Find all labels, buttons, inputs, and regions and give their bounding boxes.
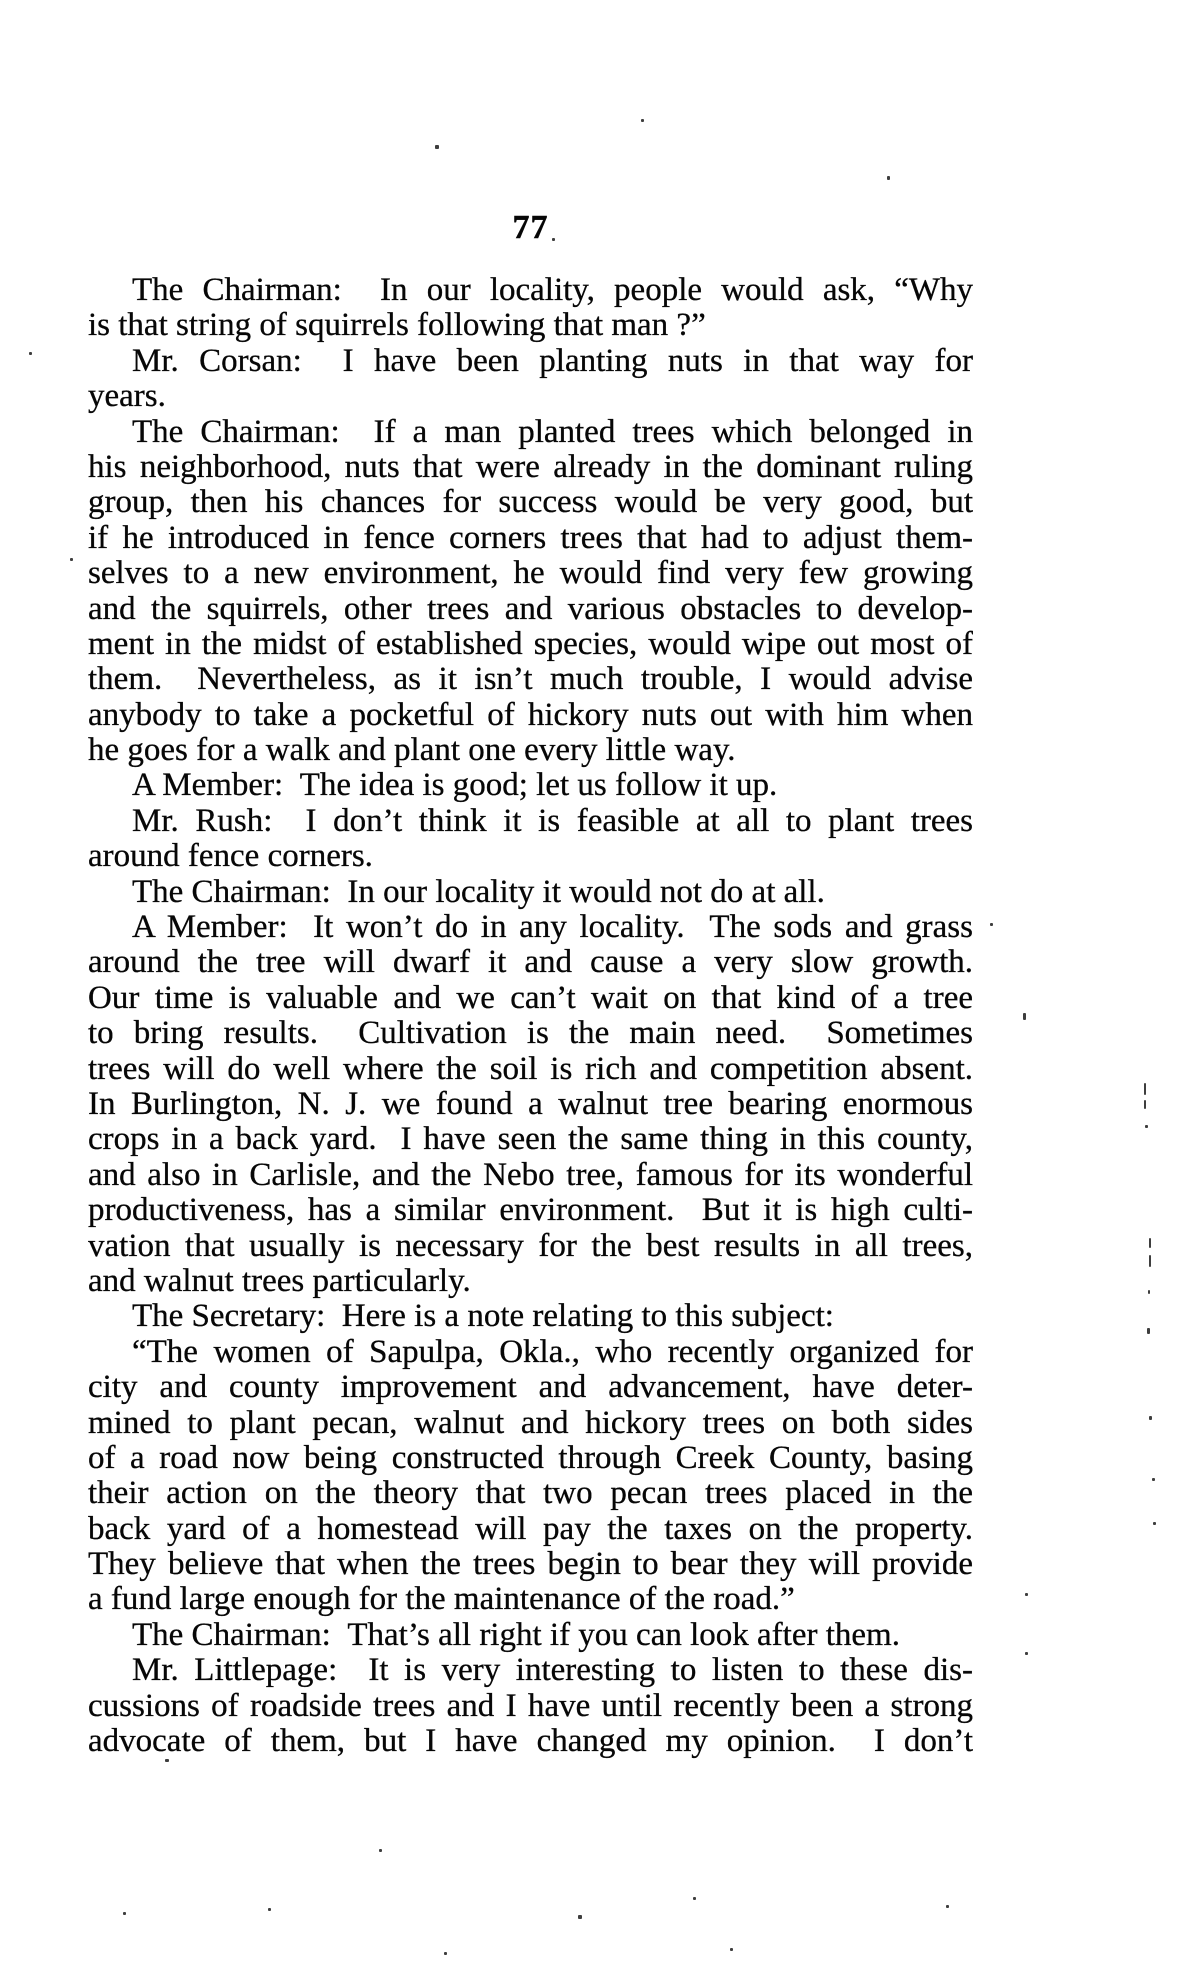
scan-speck [1149,1238,1151,1248]
scan-speck [578,1915,582,1919]
text-line: cussions of roadside trees and I have until recently been a strong [88,1688,973,1724]
text-line: his neighborhood, nuts that were already in the dominant ruling [88,449,973,485]
scan-speck [70,558,73,561]
text-line: Mr. Rush: I don’t think it is feasible at all to plant trees [132,803,973,839]
scan-speck [1153,1522,1156,1525]
text-line: back yard of a homestead will pay the taxes on the property. [88,1511,973,1547]
scan-speck [444,1952,447,1955]
scan-speck [165,1759,169,1762]
text-line: group, then his chances for success would be very good, but [88,485,973,521]
text-line: ment in the midst of established species, would wipe out most of [88,626,973,662]
scan-speck [1152,1478,1155,1481]
text-line: vation that usually is necessary for the best results in all trees, [88,1228,973,1264]
text-line: anybody to take a pocketful of hickory nuts out with him when [88,697,973,733]
text-line: and walnut trees particularly. [88,1263,471,1299]
text-line: Mr. Corsan: I have been planting nuts in that way for [132,343,973,379]
scan-speck [990,923,993,926]
text-line: Mr. Littlepage: It is very interesting to listen to these dis- [132,1653,973,1689]
text-line: is that string of squirrels following that man ?” [88,308,706,344]
text-line: In Burlington, N. J. we found a walnut tree bearing enormous [88,1086,973,1122]
text-line: A Member: The idea is good; let us follow it up. [132,768,778,804]
scan-speck [1144,1083,1146,1095]
text-line: “The women of Sapulpa, Okla., who recently organized for [132,1334,973,1370]
scan-speck [268,1908,271,1911]
text-line: of a road now being constructed through Creek County, basing [88,1440,973,1476]
text-line: Our time is valuable and we can’t wait on that kind of a tree [88,980,973,1016]
scan-speck [1025,1593,1028,1596]
scan-speck [1149,1416,1152,1420]
scan-speck [693,1897,696,1900]
text-line: around the tree will dwarf it and cause a very slow growth. [88,945,973,981]
text-line: and also in Carlisle, and the Nebo tree, famous for its wonderful [88,1157,973,1193]
text-line: selves to a new environment, he would find very few growing [88,556,973,592]
scan-speck [1147,1328,1150,1334]
text-line: to bring results. Cultivation is the main need. Sometimes [88,1016,973,1052]
scan-speck [1144,1100,1146,1109]
text-line: years. [88,379,166,415]
text-line: crops in a back yard. I have seen the same thing in this county, [88,1122,973,1158]
scan-speck [379,1849,382,1852]
scan-speck [1145,1125,1148,1128]
text-line: around fence corners. [88,839,373,875]
text-line: if he introduced in fence corners trees that had to adjust them- [88,520,973,556]
text-line: mined to plant pecan, walnut and hickory trees on both sides [88,1405,973,1441]
text-line: he goes for a walk and plant one every little way. [88,733,736,769]
text-line: The Chairman: That’s all right if you can look after them. [132,1617,900,1653]
text-line: productiveness, has a similar environment. But it is high culti- [88,1193,973,1229]
scan-speck [946,1905,949,1908]
text-line: them. Nevertheless, as it isn’t much trouble, I would advise [88,662,973,698]
scan-speck [1023,1013,1026,1020]
scan-speck [1148,1290,1150,1294]
text-line: The Secretary: Here is a note relating to this subject: [132,1299,834,1335]
text-line: a fund large enough for the maintenance of the road.” [88,1582,795,1618]
scan-speck [887,176,890,180]
text-line: The Chairman: In our locality, people would ask, “Why [132,273,973,308]
text-line: and the squirrels, other trees and various obstacles to develop- [88,591,973,627]
text-line: their action on the theory that two pecan trees placed in the [88,1476,973,1512]
scan-speck [435,145,439,149]
text-line: A Member: It won’t do in any locality. The sods and grass [132,910,973,946]
text-line: The Chairman: If a man planted trees which belonged in [132,414,973,450]
scan-speck [552,238,555,241]
scan-speck [730,1948,733,1951]
page-text [88,273,973,1759]
text-line: The Chairman: In our locality it would not do at all. [132,874,825,910]
text-line: They believe that when the trees begin to bear they will provide [88,1547,973,1583]
scan-speck [641,119,644,122]
page-number: 77 [512,209,549,246]
scan-speck [1149,1255,1151,1267]
scan-speck [1025,1652,1028,1655]
scan-speck [29,352,32,355]
text-line: advocate of them, but I have changed my opinion. I don’t [88,1724,973,1760]
text-line: trees will do well where the soil is rich and competition absent. [88,1051,973,1087]
text-line: city and county improvement and advancement, have deter- [88,1370,973,1406]
scan-speck [123,1912,126,1915]
